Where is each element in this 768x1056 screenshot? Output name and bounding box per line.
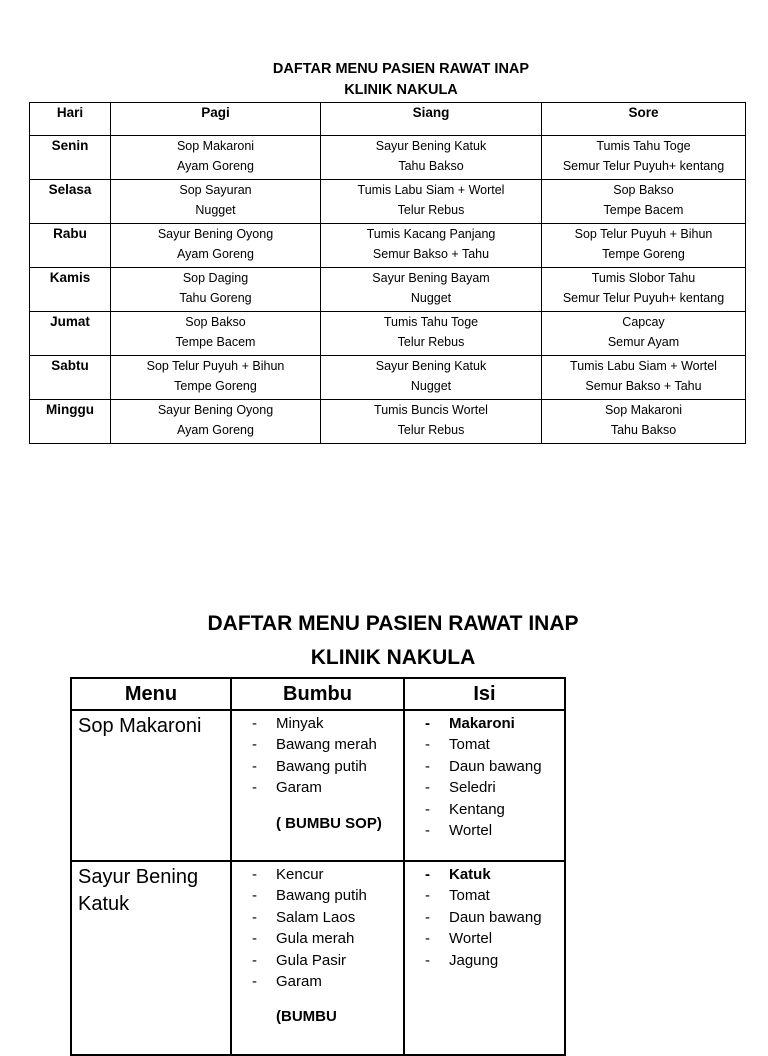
bumbu-cell <box>231 861 404 1055</box>
day-cell: Minggu <box>30 400 111 444</box>
ingredient: Garam <box>276 973 322 991</box>
dish-name: Sop Makaroni <box>176 139 255 153</box>
ingredient: Kencur <box>276 866 324 883</box>
bullet-dash: - <box>252 736 257 754</box>
weekly-menu-table <box>29 102 746 444</box>
dish-name: Ayam Goreng <box>177 247 254 261</box>
ingredient: Bawang merah <box>276 736 377 754</box>
recipe-header-row <box>71 678 565 710</box>
bullet-dash: - <box>252 887 257 905</box>
siang-cell <box>321 136 542 180</box>
dish-name: Sop Makaroni <box>604 403 683 417</box>
table-row <box>30 136 746 180</box>
dish-name: Sayur Bening Katuk <box>375 139 487 153</box>
pagi-cell <box>111 224 321 268</box>
ingredient: Seledri <box>449 779 496 797</box>
siang-cell <box>321 224 542 268</box>
siang-cell <box>321 400 542 444</box>
list-item <box>425 799 564 820</box>
ingredient: Katuk <box>449 866 491 883</box>
dish-name: Semur Bakso + Tahu <box>372 247 490 261</box>
document-title: DAFTAR MENU PASIEN RAWAT INAP <box>272 61 530 77</box>
dish-name: Tahu Goreng <box>179 291 252 305</box>
dish-name: Sop Bakso <box>613 183 674 197</box>
ingredient: Tomat <box>449 887 490 905</box>
dish-name: Tempe Bacem <box>175 335 256 349</box>
isi-list <box>405 713 564 841</box>
dish-name: Sop Telur Puyuh + Bihun <box>146 359 285 373</box>
dish-name: Tumis Labu Siam + Wortel <box>570 359 717 373</box>
sore-cell <box>542 180 746 224</box>
list-item <box>425 928 564 949</box>
dish-name: Tumis Kacang Panjang <box>366 227 496 241</box>
dish-name: Sayur Bening Katuk <box>375 359 487 373</box>
dish-name: Tumis Tahu Toge <box>596 139 691 153</box>
dish-name: Semur Ayam <box>607 335 680 349</box>
ingredient: Gula merah <box>276 930 355 948</box>
ingredient: Garam <box>276 779 322 797</box>
table-row <box>30 180 746 224</box>
ingredient: Daun bawang <box>449 757 542 775</box>
recipe-row <box>71 861 565 1055</box>
header-isi: Isi <box>404 678 565 710</box>
ingredient: Wortel <box>449 930 493 948</box>
bullet-dash: - <box>425 736 430 754</box>
siang-cell <box>321 180 542 224</box>
menu-name: Sop Makaroni <box>71 710 231 861</box>
dish-name: Sop Sayuran <box>179 183 252 197</box>
dish-name: Semur Telur Puyuh+ kentang <box>562 159 725 173</box>
dish-name: Nugget <box>410 379 452 393</box>
list-item <box>425 734 564 755</box>
isi-cell <box>404 710 565 861</box>
bullet-dash: - <box>425 757 430 775</box>
list-item <box>425 950 564 971</box>
pagi-cell <box>111 400 321 444</box>
table-row <box>30 356 746 400</box>
isi-list <box>405 864 564 971</box>
bullet-dash: - <box>252 951 257 969</box>
list-item <box>425 820 564 841</box>
list-item <box>252 928 403 949</box>
dish-name: Nugget <box>410 291 452 305</box>
dish-name: Tumis Labu Siam + Wortel <box>357 183 505 197</box>
ingredient: Wortel <box>449 822 493 840</box>
bullet-dash: - <box>425 930 430 948</box>
list-item <box>425 907 564 928</box>
bullet-dash: - <box>425 951 430 969</box>
day-cell: Kamis <box>30 268 111 312</box>
pagi-cell <box>111 356 321 400</box>
recipe-table <box>70 677 566 1056</box>
dish-name: Ayam Goreng <box>177 423 254 437</box>
siang-cell <box>321 356 542 400</box>
day-cell: Selasa <box>30 180 111 224</box>
recipe-body <box>71 710 565 1055</box>
bumbu-list <box>232 713 403 799</box>
table-row <box>30 224 746 268</box>
sore-cell <box>542 356 746 400</box>
ingredient: Bawang putih <box>276 757 367 775</box>
list-item <box>425 713 564 734</box>
ingredient: Tomat <box>449 736 490 754</box>
dish-name: Tumis Slobor Tahu <box>591 271 696 285</box>
dish-name: Sayur Bening Oyong <box>157 227 274 241</box>
day-cell: Sabtu <box>30 356 111 400</box>
dish-name: Sop Daging <box>182 271 249 285</box>
list-item <box>252 777 403 798</box>
ingredient: Salam Laos <box>276 908 356 926</box>
pagi-cell <box>111 180 321 224</box>
bullet-dash: - <box>252 715 257 732</box>
dish-name: Semur Bakso + Tahu <box>585 379 702 393</box>
list-item <box>425 756 564 777</box>
dish-name: Nugget <box>195 203 236 217</box>
list-item <box>425 864 564 885</box>
header-bumbu: Bumbu <box>231 678 404 710</box>
list-item <box>252 756 403 777</box>
clinic-name-large: KLINIK NAKULA <box>310 646 476 669</box>
bullet-dash: - <box>425 887 430 905</box>
bullet-dash: - <box>425 779 430 797</box>
sore-cell <box>542 136 746 180</box>
day-cell: Jumat <box>30 312 111 356</box>
list-item <box>252 713 403 734</box>
sore-cell <box>542 268 746 312</box>
day-cell: Senin <box>30 136 111 180</box>
sore-cell <box>542 400 746 444</box>
dish-name: Sop Bakso <box>185 315 246 329</box>
list-item <box>252 907 403 928</box>
list-item <box>252 950 403 971</box>
dish-name: Telur Rebus <box>397 335 465 349</box>
bullet-dash: - <box>425 715 430 732</box>
bullet-dash: - <box>425 908 430 926</box>
ingredient: Daun bawang <box>449 908 542 926</box>
list-item <box>252 885 403 906</box>
bumbu-cell <box>231 710 404 861</box>
dish-name: Tumis Tahu Toge <box>383 315 479 329</box>
list-item <box>252 864 403 885</box>
bullet-dash: - <box>252 908 257 926</box>
dish-name: Tahu Bakso <box>398 159 464 173</box>
isi-cell <box>404 861 565 1055</box>
ingredient: Gula Pasir <box>276 951 347 969</box>
pagi-cell <box>111 268 321 312</box>
dish-name: Sayur Bening Bayam <box>372 271 490 285</box>
bumbu-list <box>232 864 403 992</box>
bullet-dash: - <box>425 800 430 818</box>
dish-name: Semur Telur Puyuh+ kentang <box>562 291 725 305</box>
bumbu-note: ( BUMBU SOP) <box>276 814 382 832</box>
header-sore: Sore <box>542 103 746 136</box>
ingredient: Minyak <box>276 715 324 732</box>
dish-name: Sayur Bening Oyong <box>157 403 274 417</box>
clinic-name: KLINIK NAKULA <box>344 82 458 98</box>
ingredient: Kentang <box>449 800 505 818</box>
dish-name: Sop Telur Puyuh + Bihun <box>574 227 713 241</box>
sore-cell <box>542 224 746 268</box>
list-item <box>252 971 403 992</box>
bullet-dash: - <box>425 822 430 840</box>
siang-cell <box>321 268 542 312</box>
header-menu: Menu <box>71 678 231 710</box>
dish-name: Tempe Goreng <box>174 379 257 393</box>
ingredient: Makaroni <box>449 715 515 732</box>
siang-cell <box>321 312 542 356</box>
bullet-dash: - <box>252 930 257 948</box>
header-pagi: Pagi <box>111 103 321 136</box>
dish-name: Tempe Bacem <box>603 203 684 217</box>
list-item <box>425 777 564 798</box>
list-item <box>252 734 403 755</box>
recipe-row <box>71 710 565 861</box>
table-row <box>30 312 746 356</box>
document-title-large: DAFTAR MENU PASIEN RAWAT INAP <box>207 612 579 635</box>
dish-name: Capcay <box>622 315 665 329</box>
weekly-menu-body <box>30 136 746 444</box>
sore-cell <box>542 312 746 356</box>
dish-name: Tempe Goreng <box>602 247 685 261</box>
bullet-dash: - <box>425 866 430 883</box>
pagi-cell <box>111 136 321 180</box>
menu-name: Sayur Bening Katuk <box>71 861 231 1055</box>
bumbu-note: (BUMBU <box>276 1008 337 1026</box>
bullet-dash: - <box>252 757 257 775</box>
dish-name: Telur Rebus <box>397 203 465 217</box>
bullet-dash: - <box>252 779 257 797</box>
header-hari: Hari <box>30 103 111 136</box>
ingredient: Bawang putih <box>276 887 367 905</box>
bullet-dash: - <box>252 866 257 883</box>
list-item <box>425 885 564 906</box>
day-cell: Rabu <box>30 224 111 268</box>
table-header-row <box>30 103 746 136</box>
dish-name: Tumis Buncis Wortel <box>374 403 488 417</box>
dish-name: Tahu Bakso <box>610 423 677 437</box>
dish-name: Telur Rebus <box>397 423 465 437</box>
ingredient: Jagung <box>449 951 499 969</box>
pagi-cell <box>111 312 321 356</box>
header-siang: Siang <box>321 103 542 136</box>
dish-name: Ayam Goreng <box>177 159 254 173</box>
bullet-dash: - <box>252 973 257 991</box>
table-row <box>30 400 746 444</box>
table-row <box>30 268 746 312</box>
